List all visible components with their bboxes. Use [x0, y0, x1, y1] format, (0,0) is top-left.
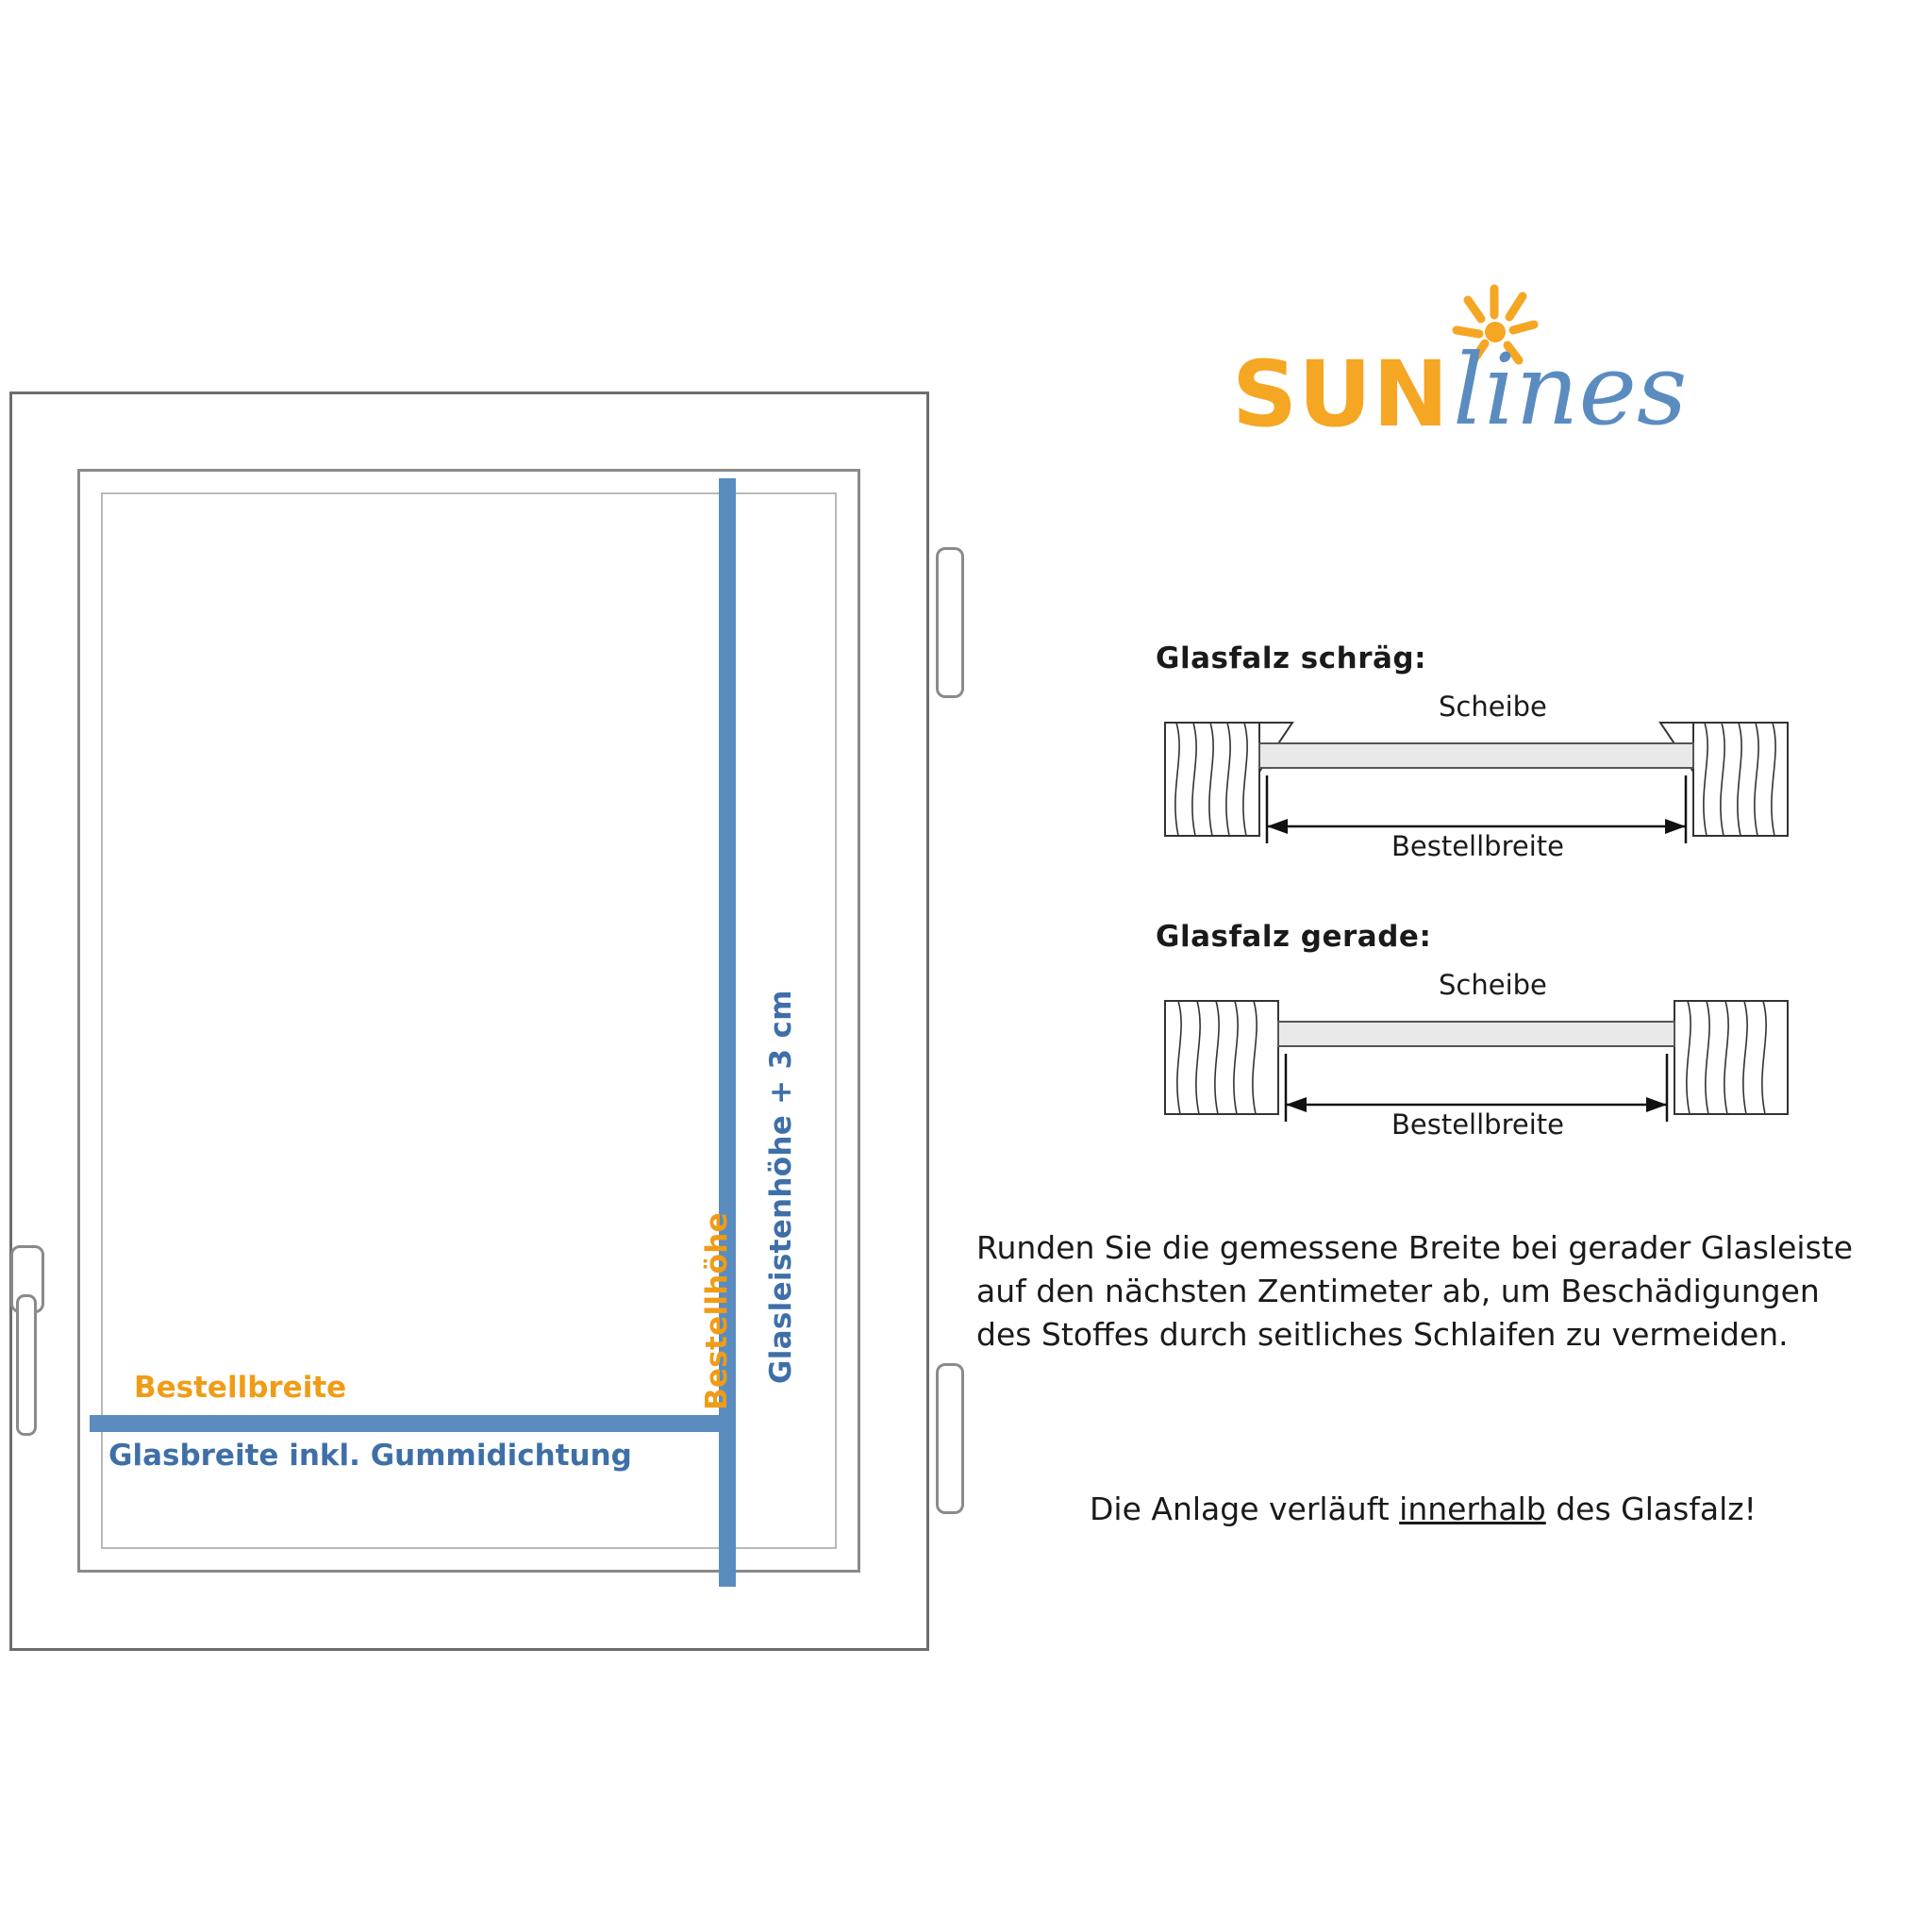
logo-sun-text: SUN — [1232, 341, 1450, 447]
window-hinge-bottom — [936, 1363, 964, 1514]
note-anlage-prefix: Die Anlage verläuft — [1090, 1491, 1400, 1527]
detail-dimension-label-schraeg: Bestellbreite — [1391, 830, 1564, 862]
detail-dimension-label-gerade: Bestellbreite — [1391, 1108, 1564, 1141]
note-rounding-line1: Runden Sie die gemessene Breite bei gerader Glasleiste — [976, 1229, 1854, 1266]
note-anlage-underlined: innerhalb — [1399, 1491, 1546, 1527]
window-handle-lever — [16, 1294, 37, 1436]
window-handle-icon — [3, 1245, 44, 1434]
note-rounding-line2: auf den nächsten Zentimeter ab, um Beschädigungen — [976, 1273, 1820, 1309]
measure-bar-horizontal — [90, 1415, 736, 1432]
note-anlage — [1090, 1491, 1901, 1527]
label-bestellhoehe: Bestellhöhe — [700, 1212, 734, 1410]
sunlines-logo — [1217, 274, 1707, 453]
detail-pane-label-gerade: Scheibe — [1439, 969, 1547, 1001]
window-sash — [77, 469, 860, 1573]
detail-glasfalz-gerade — [1156, 920, 1816, 1165]
window-hinge-top — [936, 547, 964, 698]
note-rounding — [976, 1226, 1920, 1357]
note-rounding-line3: des Stoffes durch seitliches Schlaifen zu vermeiden. — [976, 1316, 1789, 1353]
logo-lines-text: lines — [1453, 332, 1688, 447]
detail-pane-label-schraeg: Scheibe — [1439, 691, 1547, 723]
detail-glasfalz-schraeg — [1156, 641, 1816, 887]
label-bestellbreite: Bestellbreite — [134, 1371, 347, 1405]
detail-title-gerade: Glasfalz gerade: — [1156, 920, 1432, 954]
note-anlage-suffix: des Glasfalz! — [1545, 1491, 1757, 1527]
label-glasbreite-gummidichtung: Glasbreite inkl. Gummidichtung — [108, 1439, 632, 1473]
label-glasleistenhoehe: Glasleistenhöhe + 3 cm — [764, 990, 798, 1384]
window-diagram — [9, 391, 943, 1660]
detail-title-schraeg: Glasfalz schräg: — [1156, 641, 1426, 675]
